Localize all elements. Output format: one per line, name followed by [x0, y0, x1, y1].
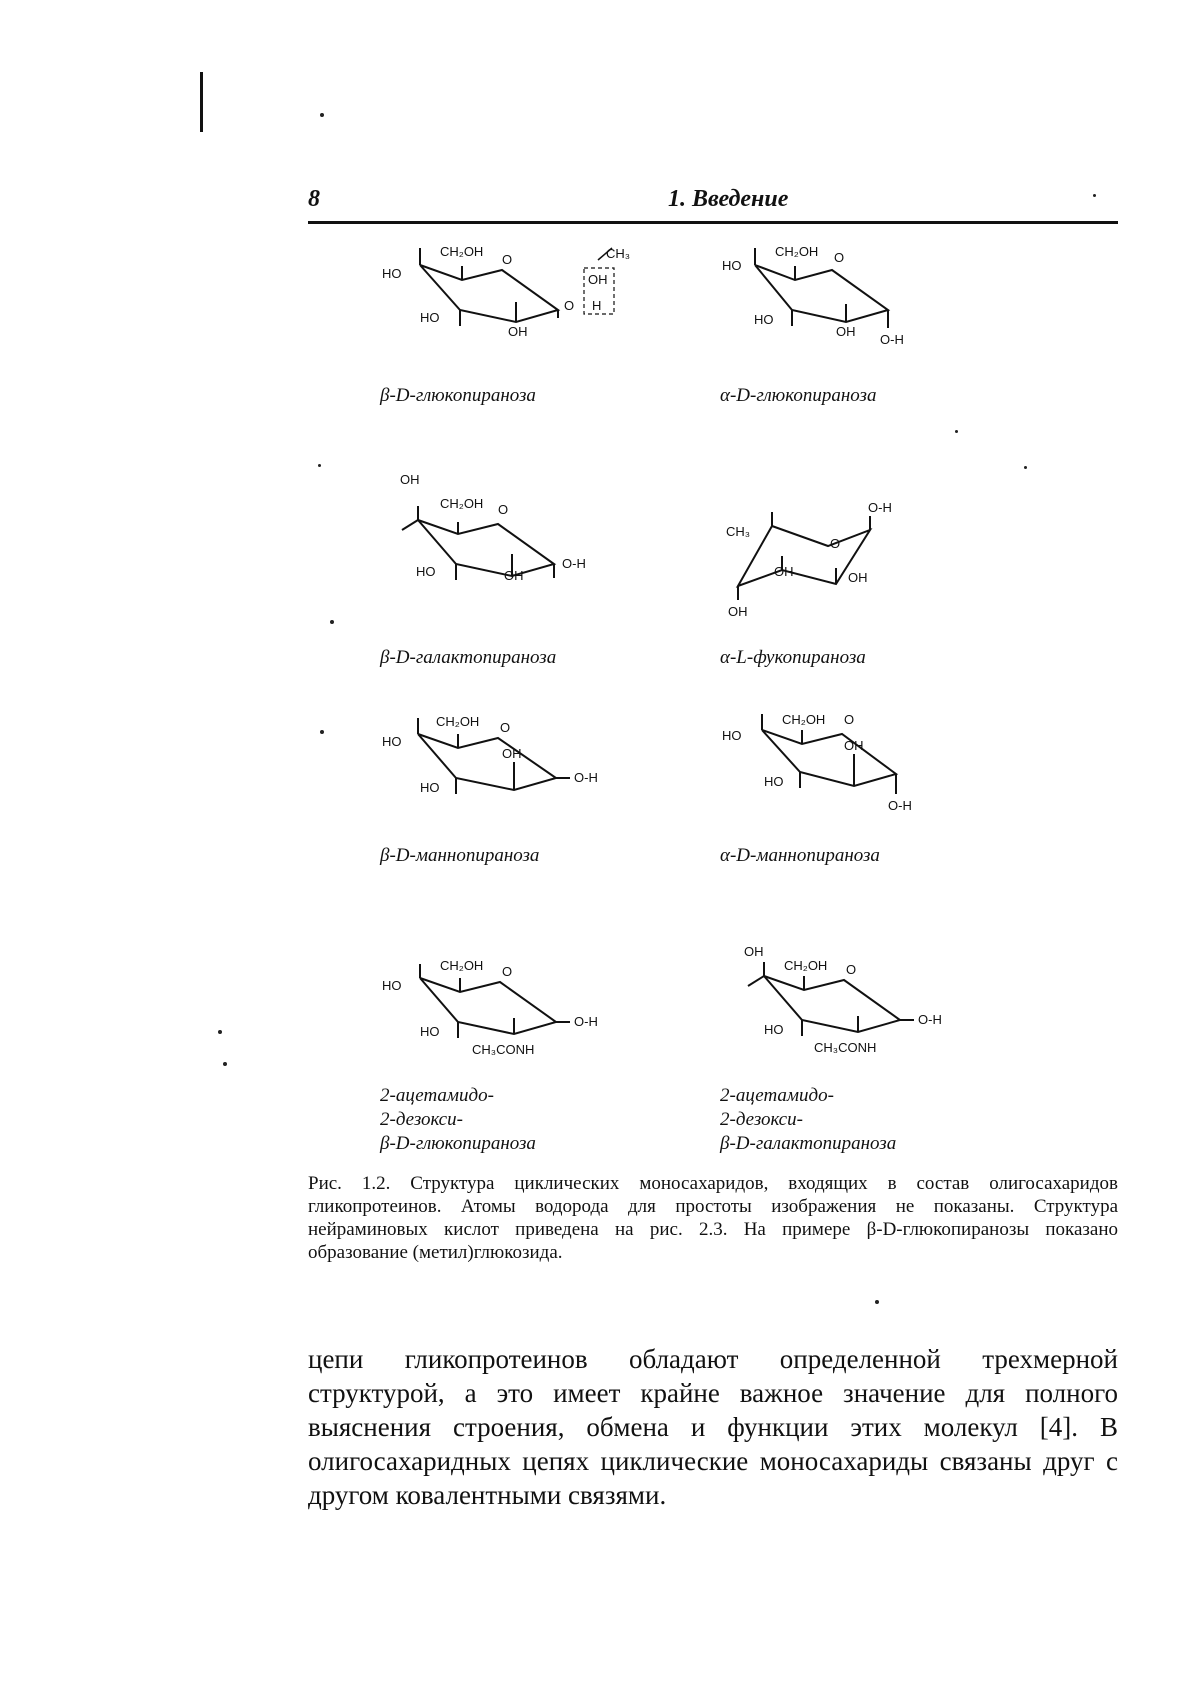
- page-number: 8: [308, 186, 320, 212]
- atom-label: O: [564, 298, 575, 313]
- atom-label: O: [498, 502, 509, 517]
- atom-label: O-H: [562, 556, 586, 571]
- structure-label: β-D-маннопираноза: [380, 845, 540, 866]
- atom-label: CH₃: [606, 246, 631, 261]
- structure-beta-d-mannopyranose: [380, 710, 680, 868]
- structure-glcnac: [380, 950, 680, 1156]
- atom-label: CH₂OH: [436, 714, 480, 729]
- atom-label: HO: [722, 258, 742, 273]
- structure-galnac: [720, 940, 1020, 1156]
- atom-label: CH₂OH: [784, 958, 828, 973]
- glcnac-diagram: [380, 950, 680, 1080]
- atom-label: OH: [848, 570, 868, 585]
- structure-alpha-d-glucopyranose: [720, 240, 1020, 408]
- scan-speck: [318, 464, 321, 467]
- atom-label: CH₂OH: [782, 712, 826, 727]
- structure-alpha-l-fucopyranose: [720, 472, 1020, 670]
- structure-label: α-L-фукопираноза: [720, 647, 866, 668]
- atom-label: OH: [502, 746, 522, 761]
- running-head: [308, 182, 1120, 222]
- structure-beta-d-glucopyranose: [380, 240, 680, 408]
- atom-label: OH: [588, 272, 608, 287]
- atom-label: O: [830, 536, 841, 551]
- atom-label: O: [834, 250, 845, 265]
- atom-label: HO: [764, 774, 784, 789]
- structure-label: α-D-маннопираноза: [720, 845, 880, 866]
- atom-label: CH₃CONH: [472, 1042, 535, 1057]
- structure-beta-d-galactopyranose: [380, 472, 680, 670]
- atom-label: HO: [382, 734, 402, 749]
- atom-label: H: [592, 298, 602, 313]
- structure-label: 2-ацетамидо- 2-дезокси- β-D-галактопираноза: [720, 1085, 897, 1154]
- atom-label: CH₂OH: [440, 496, 484, 511]
- chapter-title: 1. Введение: [668, 186, 789, 212]
- structure-alpha-d-mannopyranose: [720, 710, 1020, 868]
- atom-label: HO: [764, 1022, 784, 1037]
- scan-margin-mark: [200, 72, 203, 132]
- atom-label: O-H: [868, 500, 892, 515]
- atom-label: CH₃: [726, 524, 751, 539]
- figure-caption: Рис. 1.2. Структура циклических моносахаридов, входящих в состав олигосахаридов гликопротеинов. Атомы водорода для простоты изображения не показаны. Структура нейраминовых кислот приведена на рис. 2.3. На примере β-D-глюкопиранозы показано образование (метил)глюкозида.: [308, 1173, 1118, 1263]
- structure-label: β-D-галактопираноза: [380, 647, 557, 668]
- atom-label: O: [500, 720, 511, 735]
- atom-label: O-H: [918, 1012, 942, 1027]
- structure-label: 2-ацетамидо- 2-дезокси- β-D-глюкопираноза: [380, 1085, 536, 1154]
- galnac-diagram: [720, 940, 1020, 1080]
- scan-speck: [330, 620, 334, 624]
- figure-monosaccharide-structures: [380, 240, 1040, 1154]
- structure-label: α-D-глюкопираноза: [720, 385, 877, 406]
- alpha-l-fucopyranose-diagram: [720, 472, 1020, 642]
- atom-label: OH: [728, 604, 748, 619]
- atom-label: OH: [504, 568, 524, 583]
- atom-label: HO: [416, 564, 436, 579]
- atom-label: HO: [754, 312, 774, 327]
- scan-speck: [218, 1030, 222, 1034]
- scan-speck: [875, 1300, 879, 1304]
- atom-label: HO: [722, 728, 742, 743]
- atom-label: O: [844, 712, 855, 727]
- atom-label: O: [502, 252, 513, 267]
- scan-speck: [320, 113, 324, 117]
- header-rule: [308, 221, 1118, 224]
- atom-label: O-H: [888, 798, 912, 813]
- atom-label: O-H: [880, 332, 904, 347]
- beta-d-glucopyranose-diagram: [380, 240, 680, 380]
- beta-d-galactopyranose-diagram: [380, 472, 680, 642]
- structure-label: β-D-глюкопираноза: [380, 385, 536, 406]
- beta-d-mannopyranose-diagram: [380, 710, 680, 840]
- atom-label: HO: [382, 978, 402, 993]
- atom-label: OH: [836, 324, 856, 339]
- atom-label: CH₂OH: [440, 244, 484, 259]
- scan-speck: [320, 730, 324, 734]
- atom-label: O: [502, 964, 513, 979]
- atom-label: O-H: [574, 1014, 598, 1029]
- alpha-d-glucopyranose-diagram: [720, 240, 1020, 380]
- atom-label: HO: [420, 780, 440, 795]
- atom-label: CH₃CONH: [814, 1040, 877, 1055]
- alpha-d-mannopyranose-diagram: [720, 710, 1020, 840]
- body-paragraph: цепи гликопротеинов обладают определенной трехмерной структурой, а это имеет крайне важное значение для полного выяснения строения, обмена и функции этих молекул [4]. В олигосахаридных цепях циклические моносахариды связаны друг с другом ковалентными связями.: [308, 1344, 1118, 1510]
- atom-label: HO: [420, 1024, 440, 1039]
- atom-label: CH₂OH: [775, 244, 819, 259]
- atom-label: HO: [420, 310, 440, 325]
- atom-label: OH: [744, 944, 764, 959]
- scan-speck: [223, 1062, 227, 1066]
- atom-label: HO: [382, 266, 402, 281]
- atom-label: OH: [774, 564, 794, 579]
- atom-label: O-H: [574, 770, 598, 785]
- atom-label: CH₂OH: [440, 958, 484, 973]
- atom-label: OH: [400, 472, 420, 487]
- atom-label: O: [846, 962, 857, 977]
- atom-label: OH: [508, 324, 528, 339]
- atom-label: OH: [844, 738, 864, 753]
